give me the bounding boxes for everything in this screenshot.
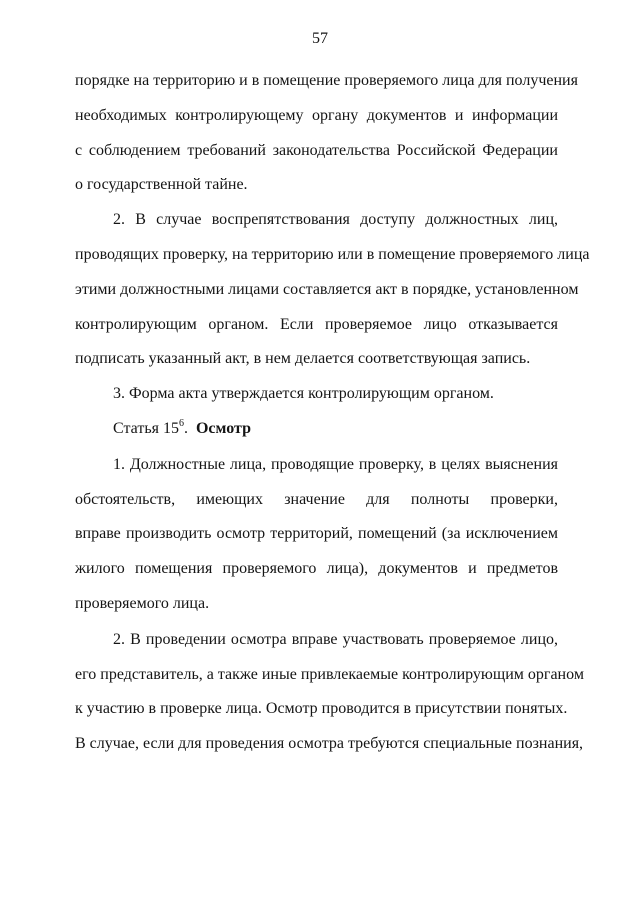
- article-number: Статья 15: [113, 419, 179, 437]
- text-line: контролирующим органом. Если проверяемое лицо отказывается: [75, 315, 558, 333]
- body-text: [75, 64, 590, 762]
- page-number: 57: [312, 30, 328, 47]
- text-line: проверяемого лица.: [75, 594, 210, 612]
- text-line: обстоятельств, имеющих значение для полноты проверки,: [75, 490, 558, 508]
- article-heading: Статья $15^6$. Осмотр: [113, 417, 251, 437]
- article-paragraph-2: [75, 623, 584, 762]
- text-line: порядке на территорию и в помещение проверяемого лица для получения: [75, 72, 578, 89]
- text-line: подписать указанный акт, в нем делается соответствующая запись.: [75, 350, 531, 368]
- paragraph-2: [75, 203, 590, 377]
- text-line: его представитель, а также иные привлекаемые контролирующим органом: [75, 665, 584, 683]
- article-title: Осмотр: [195, 419, 251, 437]
- article-paragraph-1: [75, 448, 558, 622]
- text-line: вправе производить осмотр территорий, помещений (за исключением: [75, 525, 558, 543]
- text-line: о государственной тайне.: [75, 176, 248, 194]
- paragraph-3: [75, 377, 558, 412]
- text-line: проводящих проверку, на территорию или в помещение проверяемого лица: [75, 245, 590, 263]
- text-line: 1. Должностные лица, проводящие проверку, в целях выяснения: [113, 455, 558, 473]
- text-line: необходимых контролирующему органу документов и информации: [75, 106, 558, 124]
- text-line: к участию в проверке лица. Осмотр проводится в присутствии понятых.: [75, 700, 568, 718]
- article-superscript: 6: [178, 417, 184, 429]
- text-line: 2. В случае воспрепятствования доступу должностных лиц,: [113, 211, 558, 229]
- paragraph-continuation: [75, 64, 578, 203]
- text-line: с соблюдением требований законодательства Российской Федерации: [75, 141, 558, 159]
- text-line: 3. Форма акта утверждается контролирующим органом.: [113, 385, 494, 403]
- text-line: 2. В проведении осмотра вправе участвовать проверяемое лицо,: [113, 630, 558, 648]
- text-line: В случае, если для проведения осмотра требуются специальные познания,: [75, 735, 584, 753]
- text-line: жилого помещения проверяемого лица), документов и предметов: [75, 560, 558, 578]
- text-line: этими должностными лицами составляется акт в порядке, установленном: [75, 280, 579, 298]
